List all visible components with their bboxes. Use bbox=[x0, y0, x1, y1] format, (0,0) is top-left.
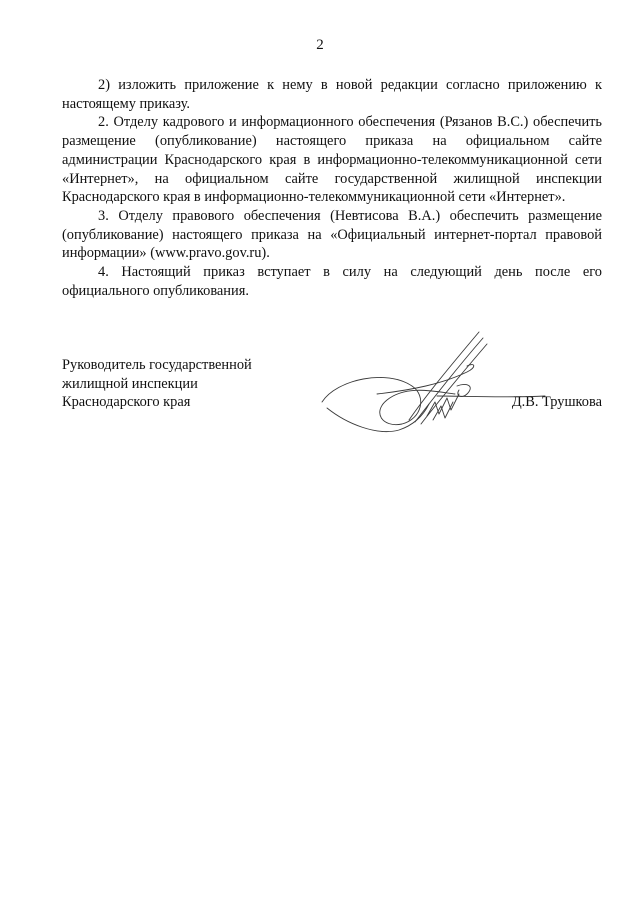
paragraph-4: 4. Настоящий приказ вступает в силу на следующий день после его официального опубликования. bbox=[62, 264, 602, 299]
signer-position-line: Руководитель государственной bbox=[62, 357, 252, 373]
signer-position bbox=[62, 356, 322, 412]
paragraph-3: 3. Отделу правового обеспечения (Невтисова В.А.) обеспечить размещение (опубликование) настоящего приказа на «Официальный интернет-портал правовой информации» (www.pravo.gov.ru). bbox=[62, 207, 602, 262]
paragraph-2: 2. Отделу кадрового и информационного обеспечения (Рязанов В.С.) обеспечить размещение (опубликование) настоящего приказа на официальном сайте администрации Краснодарского края в информационно-телекоммуникационной сети «Интернет», на официальном сайте государственной жилищной инспекции Краснодарского края в информационно-телекоммуникационной сети «Интернет». bbox=[62, 114, 602, 206]
signer-position-line: жилищной инспекции bbox=[62, 375, 198, 392]
page-number: 2 bbox=[316, 37, 324, 53]
signer-position-line: Краснодарского края bbox=[62, 394, 191, 411]
signer-name: Д.В. Трушкова bbox=[511, 394, 602, 410]
handwritten-signature bbox=[317, 324, 547, 444]
document-body bbox=[62, 76, 602, 300]
paragraph-item-2-sub: 2) изложить приложение к нему в новой редакции согласно приложению к настоящему приказу. bbox=[62, 77, 602, 112]
signature-block bbox=[62, 356, 602, 446]
